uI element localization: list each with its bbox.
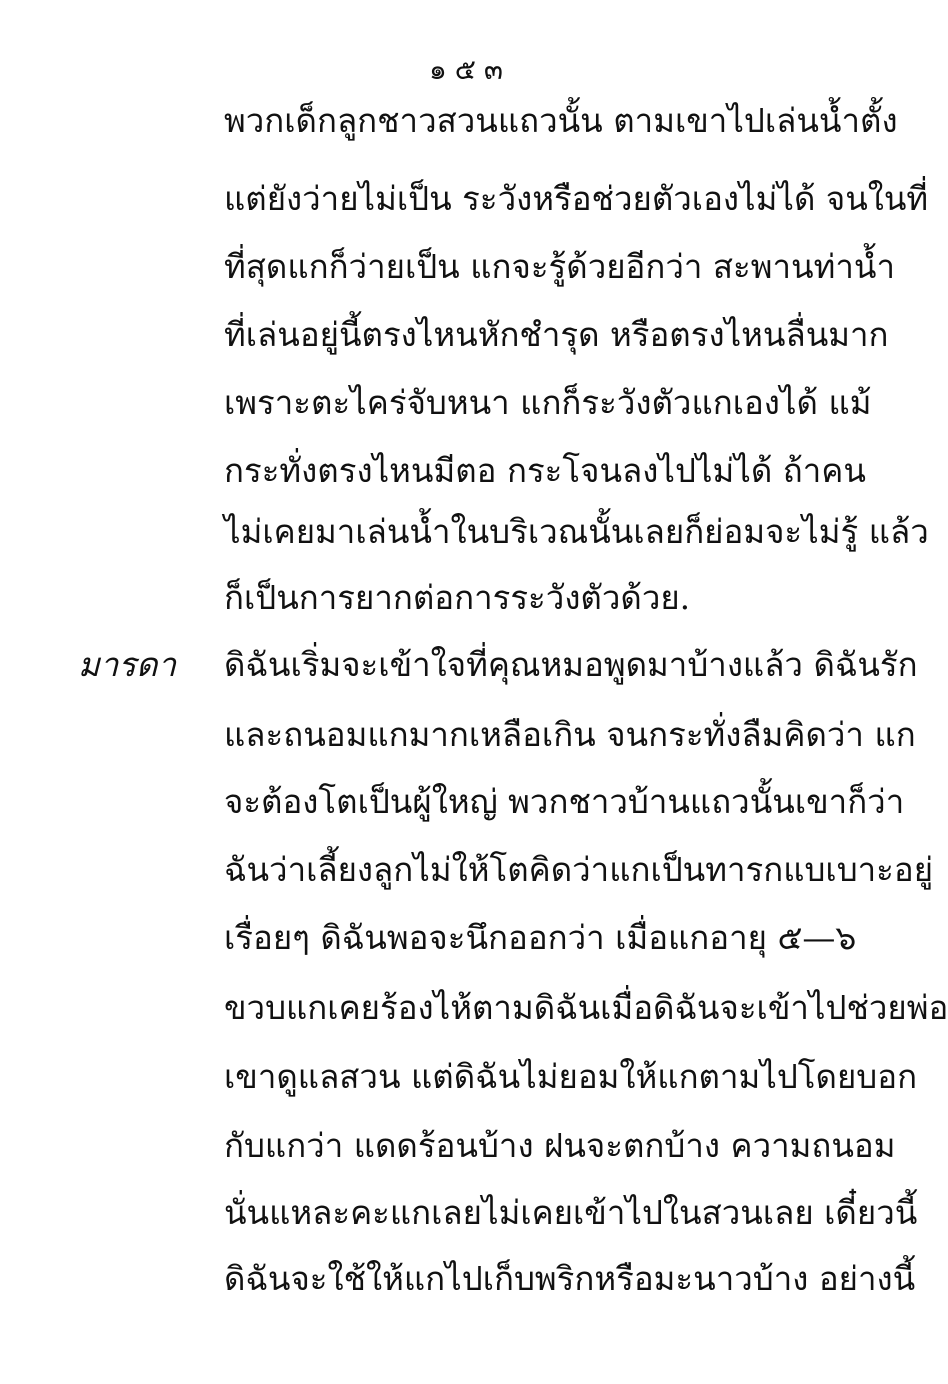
text-line: เรื่อยๆ ดิฉันพอจะนึกออกว่า เมื่อแกอายุ ๕—๖: [224, 918, 857, 957]
text-line: ก็เป็นการยากต่อการระวังตัวด้วย.: [224, 578, 691, 617]
text-line: ไม่เคยมาเล่นน้ำในบริเวณนั้นเลยก็ย่อมจะไม่รู้ แล้ว: [224, 512, 929, 551]
text-line: ฉันว่าเลี้ยงลูกไม่ให้โตคิดว่าแกเป็นทารกแบเบาะอยู่: [224, 850, 934, 889]
text-line: ที่สุดแกก็ว่ายเป็น แกจะรู้ด้วยอีกว่า สะพานท่าน้ำ: [224, 247, 895, 286]
text-line: ดิฉันจะใช้ให้แกไปเก็บพริกหรือมะนาวบ้าง อย่างนี้: [224, 1259, 916, 1298]
text-line: และถนอมแกมากเหลือเกิน จนกระทั่งลืมคิดว่า แก: [224, 715, 916, 754]
speaker-label: มารดา: [78, 645, 176, 684]
text-line: เขาดูแลสวน แต่ดิฉันไม่ยอมให้แกตามไปโดยบอก: [224, 1057, 918, 1096]
text-line: กระทั่งตรงไหนมีตอ กระโจนลงไปไม่ได้ ถ้าคน: [224, 451, 866, 490]
text-line: จะต้องโตเป็นผู้ใหญ่ พวกชาวบ้านแถวนั้นเขาก็ว่า: [224, 782, 905, 821]
text-line: แต่ยังว่ายไม่เป็น ระวังหรือช่วยตัวเองไม่ได้ จนในที่: [224, 179, 929, 218]
text-line: ดิฉันเริ่มจะเข้าใจที่คุณหมอพูดมาบ้างแล้ว ดิฉันรัก: [224, 645, 918, 684]
text-line: นั่นแหละคะแกเลยไม่เคยเข้าไปในสวนเลย เดี๋ยวนี้: [224, 1193, 918, 1232]
text-line: กับแกว่า แดดร้อนบ้าง ฝนจะตกบ้าง ความถนอม: [224, 1126, 896, 1165]
text-line: เพราะตะไคร่จับหนา แกก็ระวังตัวแกเองได้ แม้: [224, 383, 872, 422]
text-line: พวกเด็กลูกชาวสวนแถวนั้น ตามเขาไปเล่นน้ำตั้ง: [224, 101, 898, 140]
page-number: ๑๕๓: [428, 53, 512, 86]
text-line: ขวบแกเคยร้องไห้ตามดิฉันเมื่อดิฉันจะเข้าไปช่วยพ่อ: [224, 988, 948, 1027]
text-line: ที่เล่นอยู่นี้ตรงไหนหักชำรุด หรือตรงไหนลื่นมาก: [224, 315, 889, 354]
